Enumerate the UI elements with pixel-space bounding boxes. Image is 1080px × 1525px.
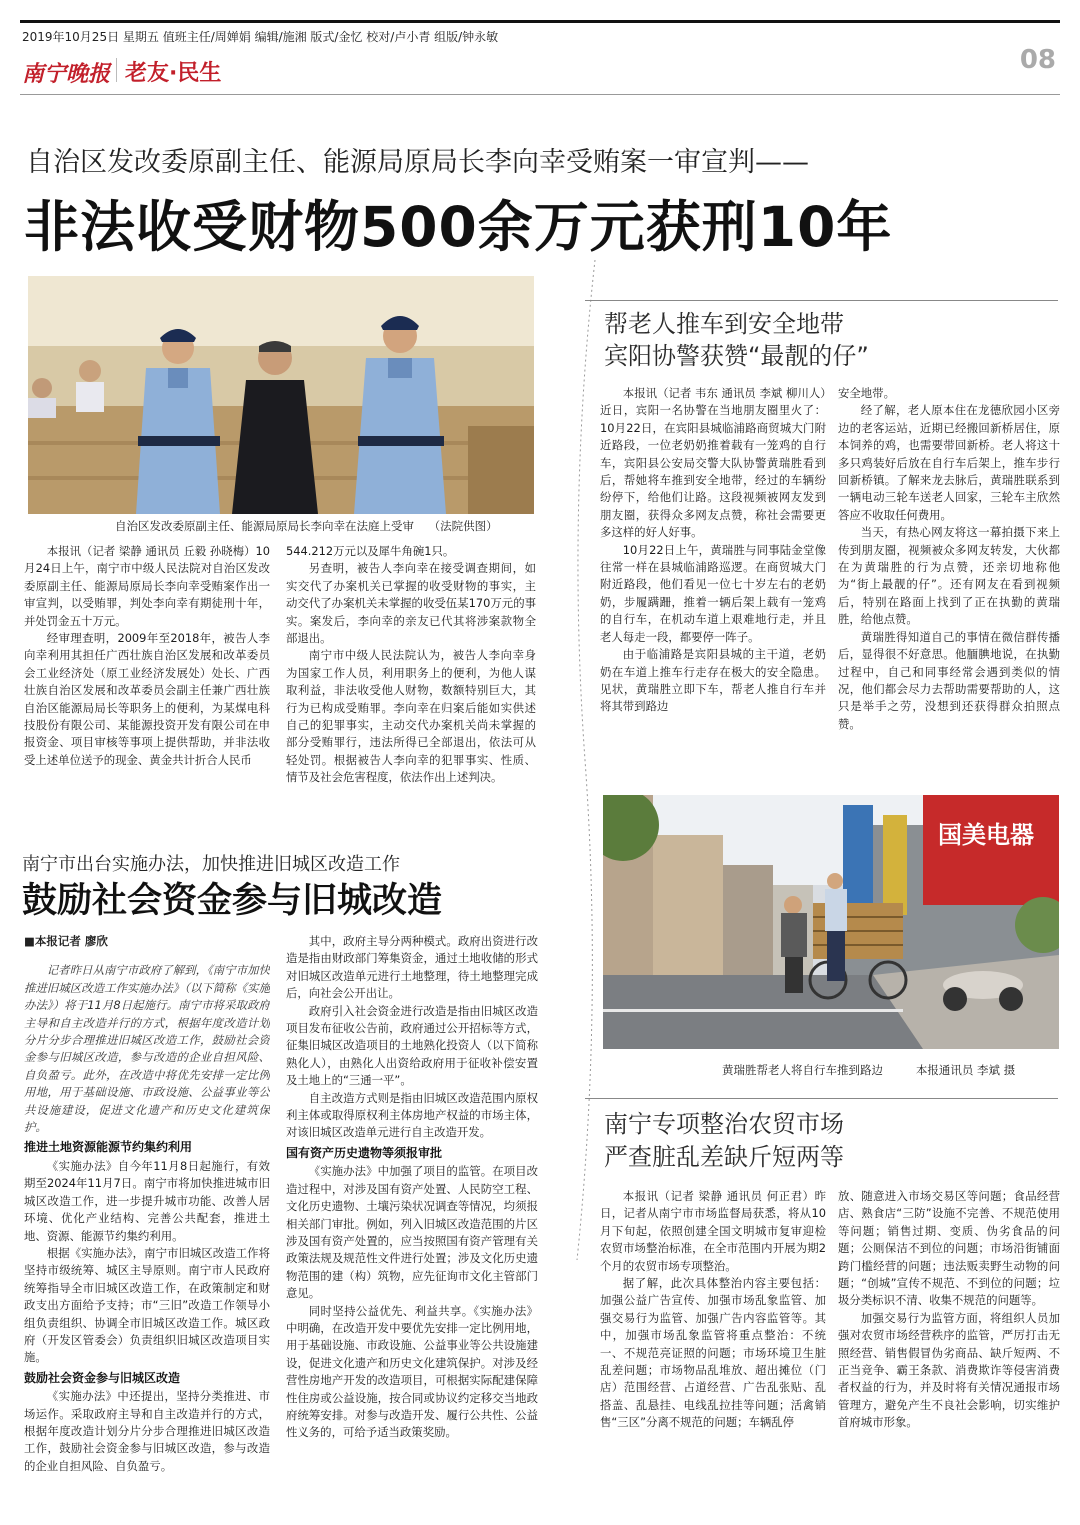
story1-column-2 <box>286 543 536 843</box>
newspaper-logo: 南宁晚报 <box>22 61 111 87</box>
courtroom-illustration <box>28 276 534 514</box>
story3-top-rule <box>585 300 1058 301</box>
story2-column-1 <box>24 933 270 1518</box>
paragraph: 由于临浦路是宾阳县城的主干道，老奶奶在车道上推车行走存在极大的安全隐患。见状，黄瑞胜立即下车，帮老人推自行车并将其带到路边 <box>600 647 826 714</box>
paragraph: 经审理查明，2009年至2018年，被告人李向幸利用其担任广西壮族自治区发展和改革委员会工业经济处（原工业经济发展处）处长、广西壮族自治区发展和改革委员会副主任兼广西壮族自治区能源局局长等职务上的便利，为某煤电科技股份有限公司、某能源投资开发有限公司在申报资金、项目审核等事项上提供帮助，并非法收受上述单位送予的现金、黄金共计折合人民币 <box>24 631 270 767</box>
story2-subhead-3: 国有资产历史遗物等须报审批 <box>286 1145 443 1160</box>
story3-photo-caption: 黄瑞胜帮老人将自行车推到路边 本报通讯员 李斌 摄 <box>722 1063 1016 1077</box>
story3-title-line2: 宾阳协警获赞“最靓的仔” <box>604 342 869 370</box>
story4-column-1 <box>600 1188 826 1518</box>
paragraph: 南宁市中级人民法院认为，被告人李向幸身为国家工作人员，利用职务上的便利，为他人谋取利益，非法收受他人财物，数额特别巨大，其行为已构成受贿罪。李向幸在归案后能如实供述自己的犯罪事实，主动交代办案机关尚未掌握的部分受贿罪行，违法所得已全部退出，依法可从轻处罚。根据被告人李向幸的犯罪事实、性质、情节及社会危害程度，依法作出上述判决。 <box>286 648 536 785</box>
story3-column-1 <box>600 385 826 785</box>
story4-column-2 <box>838 1188 1060 1518</box>
paragraph: 另查明，被告人李向幸在接受调查期间，如实交代了办案机关已掌握的收受财物的事实，主动交代了办案机关未掌握的收受伍某170万元的事实。案发后，李向幸的亲友已代其将涉案款物全部退出。 <box>286 561 536 646</box>
header-bottom-rule <box>20 94 1060 95</box>
paragraph: 据了解，此次具体整治内容主要包括：加强公益广告宣传、加强市场乱象监管、加强交易行为监管、加强广告内容监管等。其中，加强市场乱象监管将重点整治：不统一、不规范亮证照的问题；市场环境卫生脏乱差问题；市场物品乱堆放、超出摊位（门店）范围经营、占道经营、广告乱张贴、乱搭盖、乱悬挂、电线乱拉挂等问题；活禽销售“三区”分离不规范的问题；车辆乱停 <box>600 1276 826 1430</box>
paragraph: 加强交易行为监管方面，将组织人员加强对农贸市场经营秩序的监管，严厉打击无照经营、销售假冒伪劣商品、缺斤短两、不正当竞争、霸王条款、消费欺诈等侵害消费者权益的行为，并及时将有关情况通报市场管理方，避免产生不良社会影响，切实维护首府城市形象。 <box>838 1310 1060 1430</box>
story2-byline: ■本报记者 廖欣 <box>24 934 108 948</box>
street-illustration <box>603 795 1059 1049</box>
story2-intro: 记者昨日从南宁市政府了解到，《南宁市加快推进旧城区改造工作实施办法》（以下简称《实施办法》）将于11月8日起施行。南宁市将采取政府主导和自主改造并行的方式，根据年度改造计划分片分步合理推进旧城区改造工作，鼓励社会资金参与旧城区改造，参与改造的企业自担风险、自负盈亏。此外，在改造中将优先安排一定比例用地，用于基础设施、市政设施、公益事业等公共设施建设，促进文化遗产和历史文化建筑保护。 <box>24 963 270 1135</box>
story2-subhead-2: 鼓励社会资金参与旧城区改造 <box>24 1370 181 1385</box>
story1-photo-caption: 自治区发改委原副主任、能源局原局长李向幸在法庭上受审 （法院供图） <box>115 519 498 533</box>
paragraph: 544.212万元以及犀牛角碗1只。 <box>286 544 455 558</box>
paragraph: 政府引入社会资金进行改造是指由旧城区改造项目发布征收公告前，政府通过公开招标等方式，征集旧城区改造项目的土地熟化投资人（以下简称熟化人），由熟化人出资给政府用于征收补偿安置及土地上的“三通一平”。 <box>286 1003 538 1088</box>
story2-subhead-1: 推进土地资源能源节约集约利用 <box>24 1140 193 1155</box>
paragraph: 本报讯（记者 韦东 通讯员 李斌 柳川人）近日，宾阳一名协警在当地朋友圈里火了：10月22日，在宾阳县城临浦路商贸城大门附近路段，一位老奶奶推着载有一笼鸡的自行车，宾阳县公安局交警大队协警黄瑞胜看到后，帮她将车推到安全地带，经过的车辆纷纷停下，给他们让路。这段视频被网友发到朋友圈，获得众多网友点赞，称社会需要更多这样的好人好事。 <box>600 386 826 540</box>
paragraph: 安全地带。 <box>838 386 895 400</box>
story1-photo-credit: （法院供图） <box>428 519 498 533</box>
paragraph: 《实施办法》中还提出，坚持分类推进、市场运作。采取政府主导和自主改造并行的方式，根据年度改造计划分片分步合理推进旧城区改造工作，鼓励社会资金参与旧城区改造，参与改造的企业自担风险、自负盈亏。 <box>24 1389 270 1473</box>
paragraph: 根据《实施办法》，南宁市旧城区改造工作将坚持市级统筹、城区主导原则。南宁市人民政府统筹指导全市旧城区改造工作，在政策制定和财政支出方面给予支持；市“三旧”改造工作领导小组负责组织、协调全市旧城区改造工作。城区政府（开发区管委会）负责组织旧城区改造项目实施。 <box>24 1245 270 1365</box>
story1-headline: 非法收受财物500余万元获刑10年 <box>24 195 893 259</box>
story2-kicker: 南宁市出台实施办法，加快推进旧城区改造工作 <box>22 854 400 875</box>
story1-kicker: 自治区发改委原副主任、能源局原局长李向幸受贿案一审宣判—— <box>26 147 809 178</box>
story3-column-2 <box>838 385 1060 785</box>
page-number: 08 <box>1019 45 1056 75</box>
story4-title-line1: 南宁专项整治农贸市场 <box>604 1110 844 1138</box>
section-name: 老友·民生 <box>125 61 222 86</box>
story4-top-rule <box>585 1098 1058 1099</box>
paragraph: 放、随意进入市场交易区等问题；食品经营店、熟食店“三防”设施不完善、不规范使用等问题；销售过期、变质、伪劣食品的问题；公厕保洁不到位的问题；市场沿街铺面跨门槛经营的问题；违法贩卖野生动物的问题；“创城”宣传不规范、不到位的问题；垃圾分类标识不清、收集不规范的问题等。 <box>838 1189 1060 1308</box>
paragraph: 经了解，老人原本住在龙德欣园小区旁边的老客运站，近期已经搬回新桥居住，原本饲养的鸡，也需要带回新桥。老人将这十多只鸡装好后放在自行车后架上，推车步行回新桥镇。了解来龙去脉后，黄瑞胜联系到一辆电动三轮车送老人回家，三轮车主欣然答应不收取任何费用。 <box>838 403 1060 522</box>
courtroom-photo <box>28 276 534 514</box>
paragraph: 其中，政府主导分两种模式。政府出资进行改造是指由财政部门筹集资金，通过土地收储的形式对旧城区改造单元进行土地整理，待土地整理完成后，向社会公开出让。 <box>286 934 538 1001</box>
paragraph: 10月22日上午，黄瑞胜与同事陆金堂像往常一样在县城临浦路巡逻。在商贸城大门附近路段，他们看见一位七十岁左右的老奶奶，步履蹒跚，推着一辆后架上载有一笼鸡的自行车，在机动车道上艰难地行走，并且老人每走一段，都要停一阵子。 <box>600 542 826 644</box>
story4-title-line2: 严查脏乱差缺斤短两等 <box>604 1143 844 1171</box>
shop-sign: 国美电器 <box>938 821 1034 849</box>
story1-column-1 <box>24 543 270 843</box>
header-meta: 2019年10月25日 星期五 值班主任/周婵娟 编辑/施湘 版式/金忆 校对/卢小青 组版/钟永敏 <box>22 30 499 44</box>
header-separator <box>116 58 117 82</box>
story2-column-2 <box>286 933 538 1518</box>
paragraph: 同时坚持公益优先、利益共享。《实施办法》中明确，在改造开发中要优先安排一定比例用地，用于基础设施、市政设施、公益事业等公共设施建设，促进文化遗产和历史文化建筑保护。对涉及经营性房地产开发的改造项目，可根据实际配建保障性住房或公益设施，按合同或协议约定移交当地政府统筹安排。对参与改造开发、履行公共性、公益性义务的，可给予适当政策奖励。 <box>286 1303 538 1440</box>
paragraph: 本报讯（记者 梁静 通讯员 何正君）昨日，记者从南宁市市场监督局获悉，将从10月下旬起，依照创建全国文明城市复审迎检农贸市场整治标准，在全市范围内开展为期2个月的农贸市场专项整治。 <box>600 1189 826 1273</box>
story3-title-line1: 帮老人推车到安全地带 <box>604 310 844 338</box>
paragraph: 当天，有热心网友将这一幕拍摄下来上传到朋友圈，视频被众多网友转发，大伙都在为黄瑞胜的行为点赞，还亲切地称他为“街上最靓的仔”。还有网友在看到视频后，特别在路面上找到了正在执勤的黄瑞胜，给他点赞。 <box>838 525 1060 627</box>
paragraph: 黄瑞胜得知道自己的事情在微信群传播后，显得很不好意思。他腼腆地说，在执勤过程中，自己和同事经常会遇到类似的情况，他们都会尽力去帮助需要帮助的人，这只是举手之劳，没想到还获得群众拍照点赞。 <box>838 629 1060 731</box>
paragraph: 《实施办法》中加强了项目的监管。在项目改造过程中，对涉及国有资产处置、人民防空工程、文化历史遗物、土壤污染状况调查等情况，均须报相关部门审批。例如，列入旧城区改造范围的片区涉及国有资产处置的，应当按照国有资产管理有关政策法规及规范性文件进行处置；涉及文化历史遗物范围的建（构）筑物，应先征询市文化主管部门意见。 <box>286 1164 538 1301</box>
story3-photo-credit: 本报通讯员 李斌 摄 <box>915 1063 1016 1077</box>
paragraph: 本报讯（记者 梁静 通讯员 丘毅 孙晓梅）10月24日上午，南宁市中级人民法院对自治区发改委原副主任、能源局原局长李向幸受贿案作出一审宣判，以受贿罪，判处李向幸有期徒刑十年，并处罚金五十万元。 <box>24 544 270 628</box>
street-photo <box>603 795 1059 1049</box>
story2-headline: 鼓励社会资金参与旧城改造 <box>22 881 443 921</box>
paragraph: 自主改造方式则是指由旧城区改造范围内原权利主体或取得原权利主体房地产权益的市场主体，对该旧城区改造单元进行自主改造开发。 <box>286 1090 538 1140</box>
header-top-rule <box>20 20 1060 23</box>
paragraph: 《实施办法》自今年11月8日起施行，有效期至2024年11月7日。南宁市将加快推进城市旧城区改造工作，进一步提升城市功能、改善人居环境、优化产业结构、完善公共配套，推进土地、资源、能源节约集约利用。 <box>24 1158 270 1243</box>
